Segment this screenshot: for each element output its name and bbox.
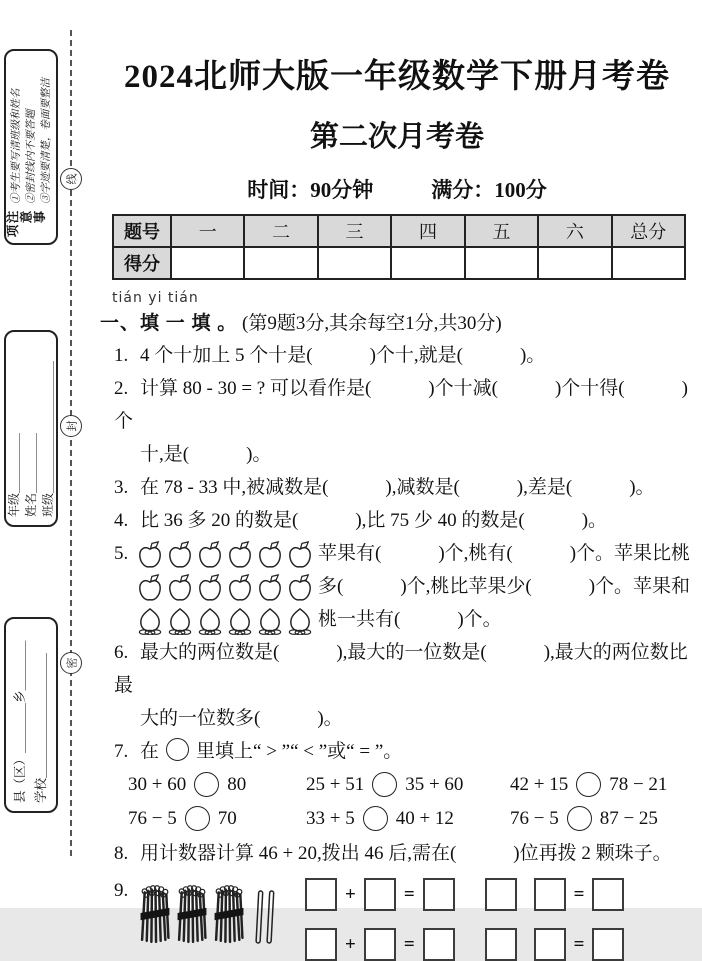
class-field: 班级＿＿＿＿＿＿＿＿＿＿＿ bbox=[40, 360, 55, 517]
section-title: 一、填 一 填 。 bbox=[100, 313, 238, 334]
question-text: 里填上“ > ”“ < ”或“ = ”。 bbox=[196, 741, 403, 762]
score-table bbox=[112, 214, 686, 280]
comparison-grid bbox=[128, 772, 694, 831]
score-row-label: 得分 bbox=[113, 247, 171, 279]
comparison-item: 30 + 60 80 bbox=[128, 772, 306, 797]
peach-icon bbox=[226, 606, 254, 635]
equation-boxes bbox=[305, 878, 624, 961]
question-6: 6. 最大的两位数是( ),最大的一位数是( ),最大的两位数比最 大的一位数多( )。 bbox=[114, 636, 694, 735]
seal-dashed-line bbox=[70, 30, 72, 856]
stick-bundles-illustration bbox=[138, 880, 275, 946]
stick-icon bbox=[255, 888, 264, 946]
apple-icon bbox=[196, 573, 224, 604]
apple-icon bbox=[166, 540, 194, 571]
stick-icon bbox=[266, 888, 275, 946]
notice-heading: 注意事项 bbox=[6, 211, 47, 239]
question-text: 桃一共有( )个。 bbox=[318, 609, 502, 630]
question-text: 4 个十加上 5 个十是( )个十,就是( )。 bbox=[140, 345, 546, 366]
apple-icon bbox=[196, 540, 224, 571]
question-text: 在 78 - 33 中,被减数是( ),减数是( ),差是( )。 bbox=[140, 477, 655, 498]
notice-box bbox=[4, 49, 58, 245]
question-7: 7. 在 里填上“ > ”“ < ”或“ = ”。 bbox=[114, 735, 694, 768]
comparison-item: 25 + 51 35 + 60 bbox=[306, 772, 510, 797]
score-cell bbox=[171, 247, 244, 279]
plus-operator: + bbox=[345, 883, 356, 905]
score-table-col: 总分 bbox=[612, 215, 685, 247]
notice-line: ①考生要写清班级和姓名 bbox=[10, 88, 22, 204]
score-table-score-row bbox=[113, 247, 685, 279]
apple-icon bbox=[136, 573, 164, 604]
blank-box bbox=[423, 928, 455, 961]
score-cell bbox=[244, 247, 317, 279]
comparison-item: 33 + 5 40 + 12 bbox=[306, 806, 510, 831]
seal-char-label: 封 bbox=[66, 420, 78, 432]
score-table-col: 四 bbox=[391, 215, 464, 247]
question-3: 3. 在 78 - 33 中,被减数是( ),减数是( ),差是( )。 bbox=[114, 477, 655, 498]
blank-box bbox=[485, 878, 517, 911]
question-9: 9. + = = + = = bbox=[114, 876, 694, 961]
question-text: 在 bbox=[140, 741, 160, 762]
county-field: 县（区）＿＿＿＿乡＿＿＿＿ bbox=[13, 640, 27, 803]
blank-box bbox=[534, 928, 566, 961]
plus-operator: + bbox=[345, 933, 356, 955]
blank-box bbox=[364, 878, 396, 911]
blank-box bbox=[592, 878, 624, 911]
equals-operator: = bbox=[573, 933, 585, 955]
question-1: 1. 4 个十加上 5 个十是( )个十,就是( )。 bbox=[114, 345, 546, 366]
page-subtitle: 第二次月考卷 bbox=[309, 121, 484, 153]
exam-body bbox=[100, 36, 694, 961]
apple-icon bbox=[286, 540, 314, 571]
school-info-box bbox=[4, 617, 58, 813]
equals-operator: = bbox=[403, 933, 415, 955]
score-cell bbox=[612, 247, 685, 279]
peach-row bbox=[136, 606, 318, 635]
question-8: 8. 用计数器计算 46 + 20,拨出 46 后,需在( )位再拨 2 颗珠子。 bbox=[114, 843, 672, 864]
notice-lines bbox=[9, 78, 54, 204]
score-table-col: 三 bbox=[318, 215, 391, 247]
comparison-circle bbox=[194, 772, 219, 797]
question-text-block bbox=[318, 537, 694, 636]
question-text: 多( )个,桃比苹果少( )个。苹果和 bbox=[318, 576, 691, 597]
equals-operator: = bbox=[573, 883, 585, 905]
question-text: 计算 80 - 30 = ? 可以看作是( )个十减( )个十得( )个 bbox=[114, 378, 688, 432]
peach-icon bbox=[286, 606, 314, 635]
equation-row bbox=[305, 878, 624, 911]
peach-icon bbox=[136, 606, 164, 635]
notice-line: ③字迹要清楚，卷面要整洁 bbox=[40, 78, 52, 204]
comparison-item: 76 − 5 87 − 25 bbox=[510, 806, 694, 831]
score-cell bbox=[465, 247, 538, 279]
blank-box bbox=[423, 878, 455, 911]
seal-char-label: 线 bbox=[66, 173, 78, 185]
apple-icon bbox=[256, 573, 284, 604]
score-table-corner: 题号 bbox=[113, 215, 171, 247]
question-text: 十,是( )。 bbox=[140, 444, 272, 465]
peach-icon bbox=[166, 606, 194, 635]
blank-box bbox=[305, 928, 337, 961]
blank-box bbox=[485, 928, 517, 961]
score-table-col: 五 bbox=[465, 215, 538, 247]
apple-icon bbox=[136, 540, 164, 571]
blank-box bbox=[364, 928, 396, 961]
question-text: 苹果有( )个,桃有( )个。苹果比桃 bbox=[318, 543, 691, 564]
comparison-circle bbox=[567, 806, 592, 831]
student-info-box bbox=[4, 330, 58, 527]
peach-icon bbox=[256, 606, 284, 635]
score-table-col: 一 bbox=[171, 215, 244, 247]
bundles bbox=[138, 880, 246, 946]
bundle-icon bbox=[175, 880, 209, 946]
section-note: (第9题3分,其余每空1分,共30分) bbox=[242, 313, 502, 334]
score-cell bbox=[391, 247, 464, 279]
bundle-icon bbox=[138, 880, 172, 946]
apple-icon bbox=[226, 573, 254, 604]
pinyin-annotation: tián yi tián bbox=[112, 290, 199, 306]
seal-char-label: 密 bbox=[66, 657, 78, 669]
score-cell bbox=[538, 247, 611, 279]
blank-box bbox=[305, 878, 337, 911]
fruit-illustration bbox=[136, 537, 318, 636]
page-title: 2024北师大版一年级数学下册月考卷 bbox=[124, 59, 670, 95]
apple-row bbox=[136, 573, 318, 604]
apple-icon bbox=[256, 540, 284, 571]
loose-sticks bbox=[255, 888, 275, 946]
name-field: 姓名＿＿＿＿＿ bbox=[23, 432, 38, 517]
question-text: 最大的两位数是( ),最大的一位数是( ),最大的两位数比最 bbox=[114, 642, 688, 696]
question-2: 2. 计算 80 - 30 = ? 可以看作是( )个十减( )个十得( )个 十,是( )。 bbox=[114, 372, 694, 471]
score-table-col: 六 bbox=[538, 215, 611, 247]
bundle-icon bbox=[212, 880, 246, 946]
score-cell bbox=[318, 247, 391, 279]
comparison-item: 42 + 15 78 − 21 bbox=[510, 772, 694, 797]
apple-icon bbox=[226, 540, 254, 571]
seal-char-feng bbox=[60, 415, 82, 437]
grade-field: 年级＿＿＿＿＿ bbox=[6, 432, 21, 517]
exam-meta bbox=[100, 174, 694, 204]
apple-icon bbox=[286, 573, 314, 604]
question-text: 用计数器计算 46 + 20,拨出 46 后,需在( )位再拨 2 颗珠子。 bbox=[140, 843, 672, 864]
score-table-col: 二 bbox=[244, 215, 317, 247]
seal-char-xian bbox=[60, 168, 82, 190]
section-heading bbox=[100, 308, 694, 335]
full-score: 满分：100分 bbox=[431, 178, 547, 202]
school-field: 学校＿＿＿＿＿＿＿＿＿＿ bbox=[34, 652, 48, 803]
comparison-circle bbox=[166, 738, 189, 761]
blank-box bbox=[534, 878, 566, 911]
equals-operator: = bbox=[403, 883, 415, 905]
comparison-item: 76 − 5 70 bbox=[128, 806, 306, 831]
comparison-circle bbox=[185, 806, 210, 831]
peach-icon bbox=[196, 606, 224, 635]
comparison-circle bbox=[576, 772, 601, 797]
time-limit: 时间：90分钟 bbox=[247, 178, 374, 202]
question-4: 4. 比 36 多 20 的数是( ),比 75 少 40 的数是( )。 bbox=[114, 510, 608, 531]
question-text: 比 36 多 20 的数是( ),比 75 少 40 的数是( )。 bbox=[140, 510, 608, 531]
seal-char-mi bbox=[60, 652, 82, 674]
apple-icon bbox=[166, 573, 194, 604]
question-text: 大的一位数多( )。 bbox=[140, 708, 343, 729]
notice-line: ②密封线内不要答题 bbox=[25, 109, 37, 204]
comparison-circle bbox=[372, 772, 397, 797]
question-5: 5. 苹果有( )个,桃有( )个。苹果比桃 多( )个,桃比苹果少( )个。苹果和 桃一共有( )个。 bbox=[114, 537, 694, 636]
equation-row bbox=[305, 928, 624, 961]
score-table-header-row bbox=[113, 215, 685, 247]
comparison-circle bbox=[363, 806, 388, 831]
apple-row bbox=[136, 540, 318, 571]
blank-box bbox=[592, 928, 624, 961]
